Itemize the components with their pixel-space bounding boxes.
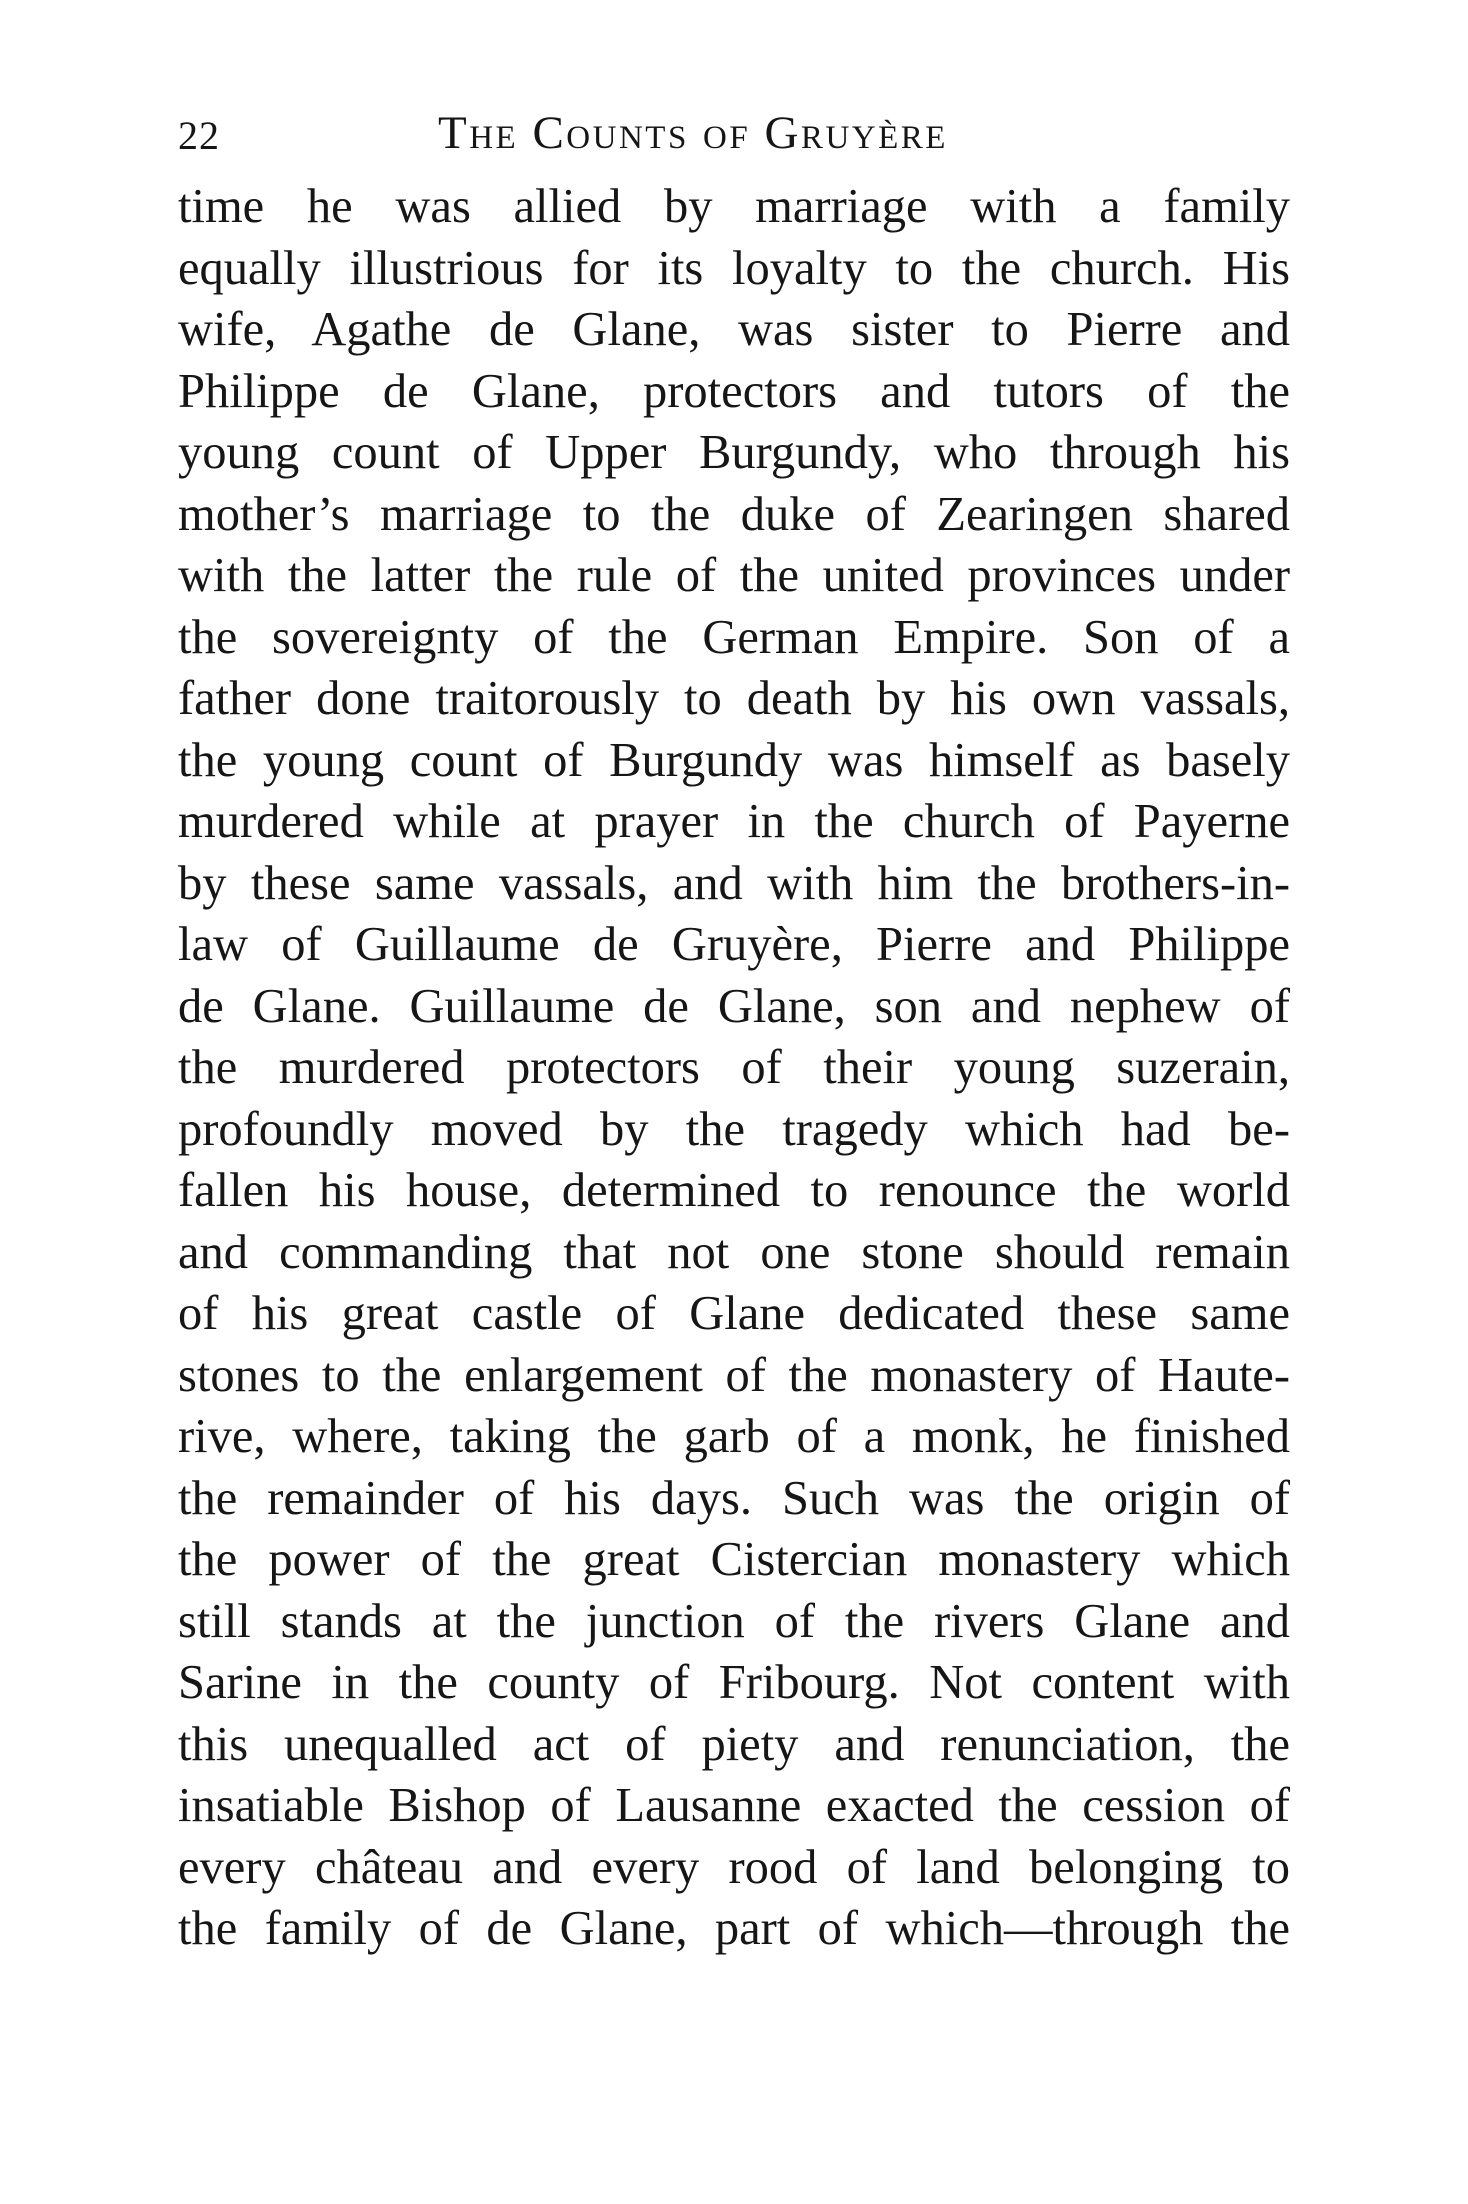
text-line: equally illustrious for its loyalty to the church. His [178, 241, 1290, 295]
text-line: Sarine in the county of Fribourg. Not content with [178, 1656, 1290, 1709]
text-line: the murdered protectors of their young suzerain, [178, 1041, 1290, 1094]
text-line: Philippe de Glane, protectors and tutors of the [178, 364, 1290, 418]
running-title: The Counts of Gruyère [438, 107, 948, 159]
text-line: the power of the great Cistercian monastery which [178, 1533, 1290, 1586]
text-line: the family of de Glane, part of which—through the [178, 1902, 1290, 1955]
text-line: fallen his house, determined to renounce the world [178, 1164, 1290, 1217]
text-line: the remainder of his days. Such was the origin of [178, 1471, 1290, 1525]
text-line: murdered while at prayer in the church of Payerne [178, 795, 1290, 848]
text-line: the sovereignty of the German Empire. Son of a [178, 610, 1290, 664]
text-line: insatiable Bishop of Lausanne exacted the cession of [178, 1779, 1290, 1832]
text-line: rive, where, taking the garb of a monk, he finished [178, 1410, 1290, 1463]
text-line: wife, Agathe de Glane, was sister to Pierre and [178, 303, 1290, 356]
running-head [178, 106, 1290, 166]
text-line: this unequalled act of piety and renunciation, the [178, 1717, 1290, 1771]
text-line: and commanding that not one stone should remain [178, 1225, 1290, 1279]
text-line: mother’s marriage to the duke of Zearingen shared [178, 487, 1290, 541]
text-line: law of Guillaume de Gruyère, Pierre and Philippe [178, 918, 1290, 971]
text-line: stones to the enlargement of the monastery of Haute- [178, 1348, 1290, 1402]
text-line: every château and every rood of land belonging to [178, 1840, 1290, 1894]
page-number: 22 [178, 113, 220, 158]
text-line: of his great castle of Glane dedicated these same [178, 1287, 1290, 1340]
text-line: father done traitorously to death by his own vassals, [178, 672, 1290, 725]
text-line: the young count of Burgundy was himself as basely [178, 733, 1290, 787]
text-line: de Glane. Guillaume de Glane, son and nephew of [178, 979, 1290, 1033]
text-line: young count of Upper Burgundy, who through his [178, 426, 1290, 479]
text-line: profoundly moved by the tragedy which had be- [178, 1102, 1290, 1156]
text-line: still stands at the junction of the rivers Glane and [178, 1594, 1290, 1648]
body-text [178, 176, 1290, 1960]
text-line: with the latter the rule of the united provinces under [178, 549, 1290, 602]
text-line: time he was allied by marriage with a family [178, 180, 1290, 233]
text-line: by these same vassals, and with him the brothers-in- [178, 856, 1290, 910]
